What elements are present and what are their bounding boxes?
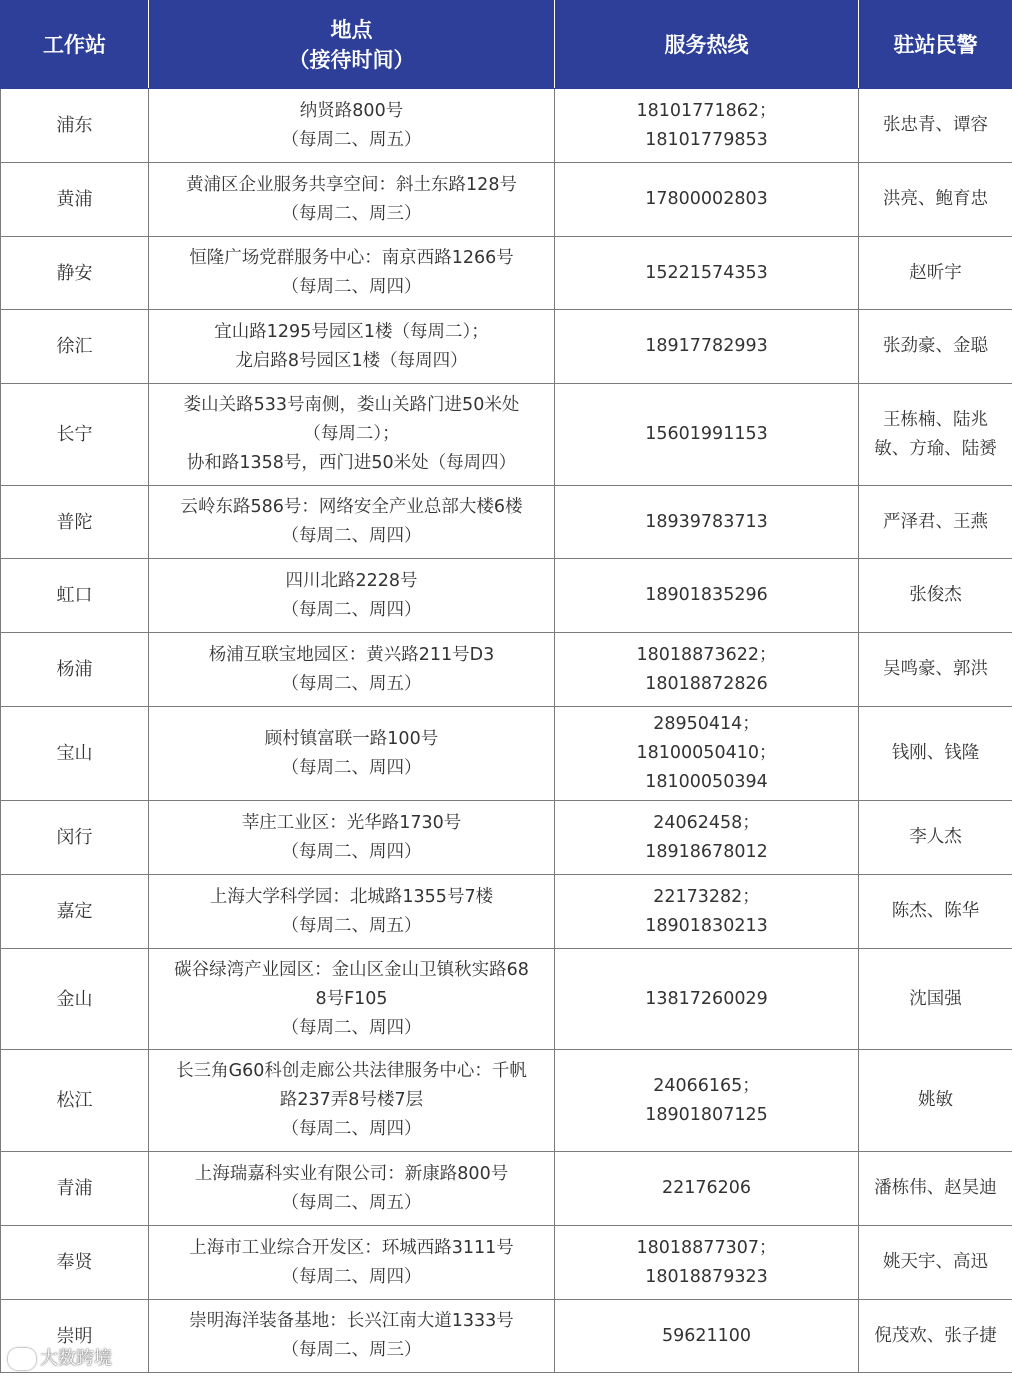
location-cell bbox=[149, 875, 555, 949]
police-line: 张劲豪、金聪 bbox=[883, 336, 988, 356]
location-line: 8号F105 bbox=[315, 988, 388, 1009]
station-cell: 崇明 bbox=[1, 1300, 149, 1373]
location-line: （每周二、周四） bbox=[281, 841, 422, 862]
location-line: （每周二、周四） bbox=[281, 277, 422, 297]
hotline-cell bbox=[555, 633, 859, 707]
hotline-cell bbox=[555, 1300, 859, 1373]
table-row bbox=[1, 1226, 1012, 1300]
hotline-line: 22173282； bbox=[653, 886, 760, 907]
hotline-line: 15221574353 bbox=[645, 262, 768, 283]
table-row bbox=[1, 237, 1012, 310]
location-line: 顾村镇富联一路100号 bbox=[264, 728, 439, 749]
police-cell bbox=[859, 237, 1012, 310]
location-line: （每周二、周四） bbox=[281, 1017, 422, 1038]
location-line: （每周二）； bbox=[303, 424, 400, 444]
watermark-text: 大数跨境 bbox=[40, 1348, 112, 1369]
table-row bbox=[1, 486, 1012, 559]
table-header-row bbox=[1, 1, 1012, 89]
location-line: 宜山路1295号园区1楼（每周二）； bbox=[214, 321, 489, 342]
station-cell: 金山 bbox=[1, 949, 149, 1050]
station-cell: 宝山 bbox=[1, 707, 149, 801]
station-cell: 奉贤 bbox=[1, 1226, 149, 1300]
police-cell bbox=[859, 163, 1012, 237]
location-cell bbox=[149, 707, 555, 801]
hotline-line: 18018873622； bbox=[636, 644, 777, 665]
police-cell bbox=[859, 801, 1012, 875]
police-line: 张忠青、谭容 bbox=[883, 115, 988, 135]
location-cell bbox=[149, 1152, 555, 1226]
location-cell bbox=[149, 1300, 555, 1373]
hotline-cell bbox=[555, 384, 859, 486]
police-line: 张俊杰 bbox=[909, 585, 962, 605]
table-row bbox=[1, 89, 1012, 163]
police-line: 倪茂欢、张子捷 bbox=[874, 1325, 997, 1346]
station-cell: 静安 bbox=[1, 237, 149, 310]
header-location-title: 地点 bbox=[330, 17, 373, 42]
hotline-line: 18101779853 bbox=[645, 129, 768, 150]
location-cell bbox=[149, 1226, 555, 1300]
hotline-line: 24062458； bbox=[653, 812, 760, 833]
location-line: 上海大学科学园：北城路1355号7楼 bbox=[209, 886, 494, 907]
hotline-line: 18018879323 bbox=[645, 1266, 768, 1287]
hotline-cell bbox=[555, 801, 859, 875]
table-body bbox=[1, 89, 1012, 1373]
station-cell: 徐汇 bbox=[1, 310, 149, 384]
station-cell: 杨浦 bbox=[1, 633, 149, 707]
hotline-line: 18901807125 bbox=[645, 1104, 768, 1125]
station-cell: 普陀 bbox=[1, 486, 149, 559]
police-cell bbox=[859, 384, 1012, 486]
hotline-line: 18917782993 bbox=[645, 336, 768, 356]
hotline-cell bbox=[555, 1226, 859, 1300]
station-cell: 松江 bbox=[1, 1050, 149, 1152]
location-line: （每周二、周四） bbox=[281, 1119, 422, 1139]
location-cell bbox=[149, 1050, 555, 1152]
table-row bbox=[1, 949, 1012, 1050]
police-cell bbox=[859, 707, 1012, 801]
police-cell bbox=[859, 1152, 1012, 1226]
watermark bbox=[8, 1344, 112, 1370]
location-line: 莘庄工业区：光华路1730号 bbox=[241, 812, 462, 833]
hotline-cell bbox=[555, 89, 859, 163]
table-row bbox=[1, 163, 1012, 237]
police-line: 吴鸣豪、郭洪 bbox=[883, 659, 988, 679]
location-line: 上海市工业综合开发区：环城西路3111号 bbox=[189, 1237, 514, 1258]
location-line: 路237弄8号楼7层 bbox=[279, 1090, 424, 1110]
hotline-line: 18901835296 bbox=[645, 585, 768, 605]
location-line: 崇明海洋装备基地：长兴江南大道1333号 bbox=[189, 1311, 514, 1331]
table-row bbox=[1, 707, 1012, 801]
location-cell bbox=[149, 633, 555, 707]
hotline-cell bbox=[555, 559, 859, 633]
hotline-line: 18901830213 bbox=[645, 915, 768, 936]
location-line: （每周二、周三） bbox=[281, 203, 422, 224]
station-cell: 浦东 bbox=[1, 89, 149, 163]
hotline-line: 18100050394 bbox=[645, 772, 768, 792]
police-line: 沈国强 bbox=[909, 988, 962, 1009]
hotline-cell bbox=[555, 237, 859, 310]
location-line: （每周二、周四） bbox=[281, 757, 422, 778]
table-row bbox=[1, 1152, 1012, 1226]
table-row bbox=[1, 384, 1012, 486]
location-line: 上海瑞嘉科实业有限公司：新康路800号 bbox=[194, 1163, 509, 1184]
table-row bbox=[1, 875, 1012, 949]
table-row bbox=[1, 1050, 1012, 1152]
hotline-line: 13817260029 bbox=[645, 988, 768, 1009]
police-line: 敏、方瑜、陆赟 bbox=[874, 438, 997, 459]
location-cell bbox=[149, 89, 555, 163]
hotline-line: 18939783713 bbox=[645, 511, 768, 532]
station-cell: 虹口 bbox=[1, 559, 149, 633]
location-line: （每周二、周四） bbox=[281, 1266, 422, 1287]
location-line: （每周二、周五） bbox=[281, 915, 422, 936]
police-line: 姚敏 bbox=[918, 1090, 953, 1110]
station-cell: 黄浦 bbox=[1, 163, 149, 237]
hotline-cell bbox=[555, 875, 859, 949]
hotline-line: 22176206 bbox=[661, 1178, 752, 1198]
location-line: 四川北路2228号 bbox=[285, 570, 418, 591]
location-line: 碳谷绿湾产业园区：金山区金山卫镇秋实路68 bbox=[174, 959, 529, 980]
hotline-line: 15601991153 bbox=[645, 424, 768, 444]
hotline-cell bbox=[555, 707, 859, 801]
hotline-line: 18918678012 bbox=[645, 841, 768, 862]
police-cell bbox=[859, 875, 1012, 949]
police-cell bbox=[859, 1050, 1012, 1152]
hotline-line: 18018877307； bbox=[636, 1237, 777, 1258]
police-line: 严泽君、王燕 bbox=[883, 511, 988, 532]
hotline-cell bbox=[555, 1152, 859, 1226]
police-line: 潘栋伟、赵昊迪 bbox=[874, 1178, 997, 1198]
police-line: 洪亮、鲍育忠 bbox=[883, 189, 988, 209]
location-cell bbox=[149, 163, 555, 237]
hotline-cell bbox=[555, 1050, 859, 1152]
location-line: 云岭东路586号：网络安全产业总部大楼6楼 bbox=[180, 497, 523, 517]
hotline-line: 28950414； bbox=[653, 714, 760, 734]
location-line: 娄山关路533号南侧，娄山关路门进50米处 bbox=[183, 395, 520, 415]
table-row bbox=[1, 1300, 1012, 1373]
header-location bbox=[149, 1, 555, 89]
table-row bbox=[1, 310, 1012, 384]
hotline-line: 18018872826 bbox=[645, 673, 768, 694]
police-cell bbox=[859, 1300, 1012, 1373]
location-cell bbox=[149, 559, 555, 633]
police-cell bbox=[859, 559, 1012, 633]
police-line: 李人杰 bbox=[909, 827, 962, 847]
police-cell bbox=[859, 89, 1012, 163]
station-cell: 长宁 bbox=[1, 384, 149, 486]
hotline-line: 59621100 bbox=[661, 1325, 752, 1346]
police-line: 陈杰、陈华 bbox=[891, 901, 980, 921]
station-cell: 青浦 bbox=[1, 1152, 149, 1226]
hotline-cell bbox=[555, 486, 859, 559]
hotline-line: 18100050410； bbox=[636, 743, 777, 763]
location-line: （每周二、周四） bbox=[281, 526, 422, 546]
location-line: 纳贤路800号 bbox=[299, 100, 404, 121]
police-cell bbox=[859, 486, 1012, 559]
table-row bbox=[1, 633, 1012, 707]
location-cell bbox=[149, 310, 555, 384]
hotline-line: 18101771862； bbox=[636, 100, 777, 121]
location-cell bbox=[149, 237, 555, 310]
police-cell bbox=[859, 1226, 1012, 1300]
hotline-cell bbox=[555, 949, 859, 1050]
header-police: 驻站民警 bbox=[859, 1, 1012, 89]
location-line: 长三角G60科创走廊公共法律服务中心：千帆 bbox=[176, 1061, 527, 1081]
hotline-cell bbox=[555, 310, 859, 384]
location-line: 龙启路8号园区1楼（每周四） bbox=[235, 350, 468, 371]
location-cell bbox=[149, 949, 555, 1050]
police-cell bbox=[859, 949, 1012, 1050]
header-station: 工作站 bbox=[1, 1, 149, 89]
location-line: （每周二、周五） bbox=[281, 673, 422, 694]
police-cell bbox=[859, 633, 1012, 707]
location-line: （每周二、周四） bbox=[281, 599, 422, 620]
station-cell: 嘉定 bbox=[1, 875, 149, 949]
location-line: （每周二、周五） bbox=[281, 129, 422, 150]
station-cell: 闵行 bbox=[1, 801, 149, 875]
header-hotline: 服务热线 bbox=[555, 1, 859, 89]
brand-logo-icon bbox=[8, 1348, 36, 1370]
hotline-cell bbox=[555, 163, 859, 237]
location-line: （每周二、周三） bbox=[281, 1340, 422, 1360]
police-cell bbox=[859, 310, 1012, 384]
police-line: 姚天宇、高迅 bbox=[883, 1252, 988, 1272]
location-cell bbox=[149, 486, 555, 559]
table-row bbox=[1, 801, 1012, 875]
police-line: 钱刚、钱隆 bbox=[891, 743, 980, 763]
header-location-subtitle: （接待时间） bbox=[288, 47, 415, 72]
location-cell bbox=[149, 384, 555, 486]
location-cell bbox=[149, 801, 555, 875]
location-line: 黄浦区企业服务共享空间：斜土东路128号 bbox=[186, 174, 517, 195]
location-line: 恒隆广场党群服务中心：南京西路1266号 bbox=[189, 248, 514, 268]
police-line: 王栋楠、陆兆 bbox=[883, 409, 988, 430]
table-row bbox=[1, 559, 1012, 633]
location-line: 协和路1358号，西门进50米处（每周四） bbox=[186, 453, 517, 473]
location-line: （每周二、周五） bbox=[281, 1192, 422, 1213]
hotline-line: 17800002803 bbox=[645, 189, 768, 209]
hotline-line: 24066165； bbox=[653, 1075, 760, 1096]
police-line: 赵昕宇 bbox=[909, 262, 962, 283]
location-line: 杨浦互联宝地园区：黄兴路211号D3 bbox=[208, 644, 495, 665]
